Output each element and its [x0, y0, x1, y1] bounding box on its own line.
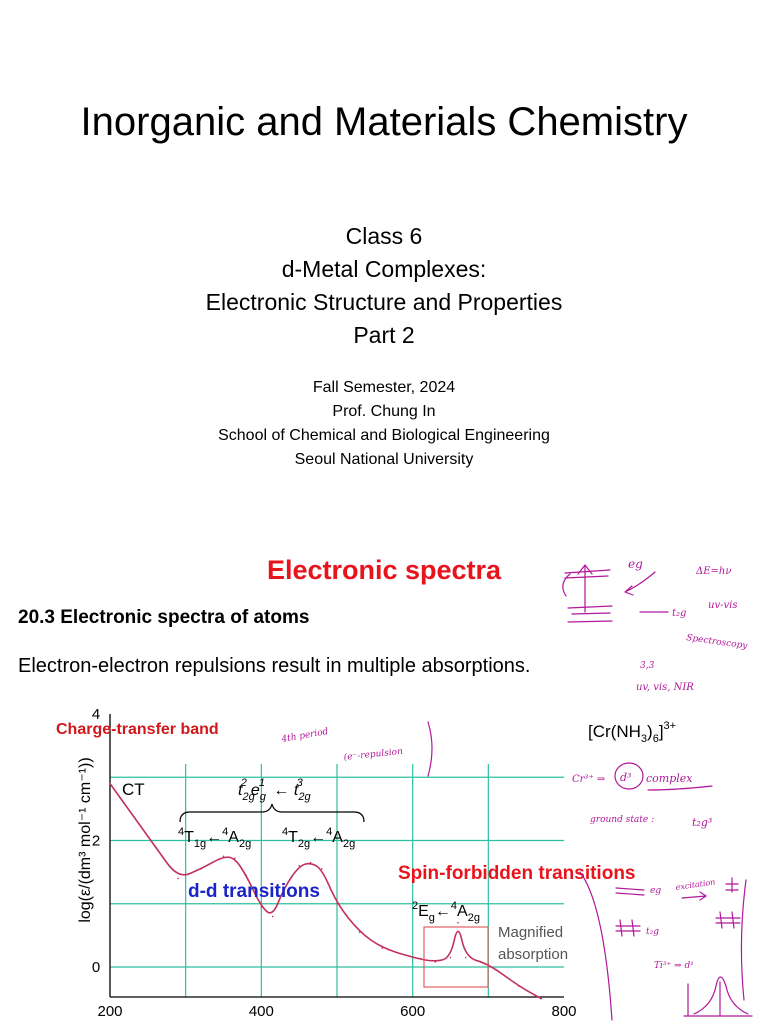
svg-text:Cr³⁺ ⇒: Cr³⁺ ⇒ [572, 774, 606, 785]
university: Seoul National University [294, 451, 474, 468]
section-title: Electronic spectra [266, 555, 502, 585]
data-point [359, 931, 361, 933]
spectrum-curve [110, 784, 541, 999]
svg-text:4T1g←4A2g: $^4T_{1g}\leftarrow^4A_{2g}$ [178, 826, 252, 850]
subheading: 20.3 Electronic spectra of atoms [18, 607, 310, 628]
y-tick-label: 4 [91, 706, 101, 723]
x-tick-label: 200 [97, 1003, 123, 1020]
data-point [412, 957, 414, 959]
body-text: Electron-electron repulsions result in multiple absorptions. [18, 655, 531, 677]
data-point [177, 878, 179, 880]
data-point [298, 865, 300, 867]
svg-text:t₂g: t₂g [646, 927, 659, 937]
subtitle-line: d-Metal Complexes: [281, 256, 487, 282]
semester: Fall Semester, 2024 [312, 379, 456, 396]
svg-text:uv-vis: uv-vis [708, 600, 738, 611]
svg-text:t2g2eg1 ← t2g3: $t_{2g}2$ $e_g1$ ← $t_{2g}3$ [238, 777, 311, 803]
x-tick-label: 800 [551, 1003, 577, 1020]
subtitle-line: Part 2 [353, 322, 415, 348]
svg-text:4T2g←4A2g: $^4T_{2g}\leftarrow^4A_{2g}$ [282, 826, 356, 850]
complex-formula: $[Cr(NH_3)_6]^{3+}$ [588, 720, 677, 745]
data-point [234, 857, 236, 859]
dd-transitions-label: d-d transitions [188, 881, 320, 902]
svg-text:eg: eg [628, 557, 643, 571]
data-point [541, 998, 543, 1000]
svg-text:excitation: excitation [675, 877, 716, 892]
data-point [382, 947, 384, 949]
magnified-label: Magnified [498, 924, 564, 941]
data-point [457, 922, 459, 924]
svg-text:eg: eg [650, 886, 662, 896]
svg-text:t₂g: t₂g [672, 608, 687, 619]
configuration-label [238, 777, 311, 803]
data-point [321, 868, 323, 870]
data-point [261, 906, 263, 908]
svg-text:ground state :: ground state : [590, 815, 655, 825]
y-tick-label: 0 [91, 959, 101, 976]
data-point [465, 957, 467, 959]
data-point [132, 814, 134, 816]
data-point [155, 846, 157, 848]
data-point [450, 957, 452, 959]
svg-text:ΔE=hν: ΔE=hν [696, 566, 732, 577]
ct-label: CT [122, 780, 145, 799]
professor: Prof. Chung In [332, 403, 436, 420]
data-point [310, 862, 312, 864]
data-point [223, 856, 225, 858]
data-point [435, 961, 437, 963]
subtitle-line: Electronic Structure and Properties [205, 289, 563, 315]
svg-text:3,3: 3,3 [640, 661, 655, 671]
data-point [200, 868, 202, 870]
main-title: Inorganic and Materials Chemistry [80, 100, 688, 144]
svg-text:d³: d³ [620, 771, 632, 784]
data-point [109, 783, 111, 785]
y-axis-label: log(ε/(dm³ mol⁻¹ cm⁻¹)) [77, 757, 94, 923]
data-point [245, 874, 247, 876]
ct-band-label: Charge-transfer band [56, 721, 219, 738]
absorption-label: absorption [498, 946, 569, 963]
svg-text:2Eg←4A2g: $^2E_g\leftarrow^4A_{2g}$ [412, 900, 480, 924]
x-tick-label: 600 [400, 1003, 426, 1020]
svg-text:t₂g³: t₂g³ [692, 816, 713, 829]
subtitle-line: Class 6 [345, 223, 423, 249]
svg-text:4th period: 4th period [280, 726, 330, 745]
x-tick-label: 400 [248, 1003, 274, 1020]
spin-forbidden-label: Spin-forbidden transitions [398, 863, 636, 884]
school: School of Chemical and Biological Engineering [218, 427, 550, 444]
data-point [272, 916, 274, 918]
y-tick-label: 2 [91, 832, 101, 850]
svg-text:complex: complex [646, 772, 693, 785]
data-point [336, 903, 338, 905]
data-point [518, 985, 520, 987]
svg-text:Ti³⁺ ⇒ d¹: Ti³⁺ ⇒ d¹ [654, 961, 694, 971]
svg-text:Spectroscopy: Spectroscopy [685, 633, 748, 652]
svg-text:uv, vis, NIR: uv, vis, NIR [636, 682, 694, 693]
svg-text:(e⁻-repulsion: (e⁻-repulsion [343, 746, 404, 763]
